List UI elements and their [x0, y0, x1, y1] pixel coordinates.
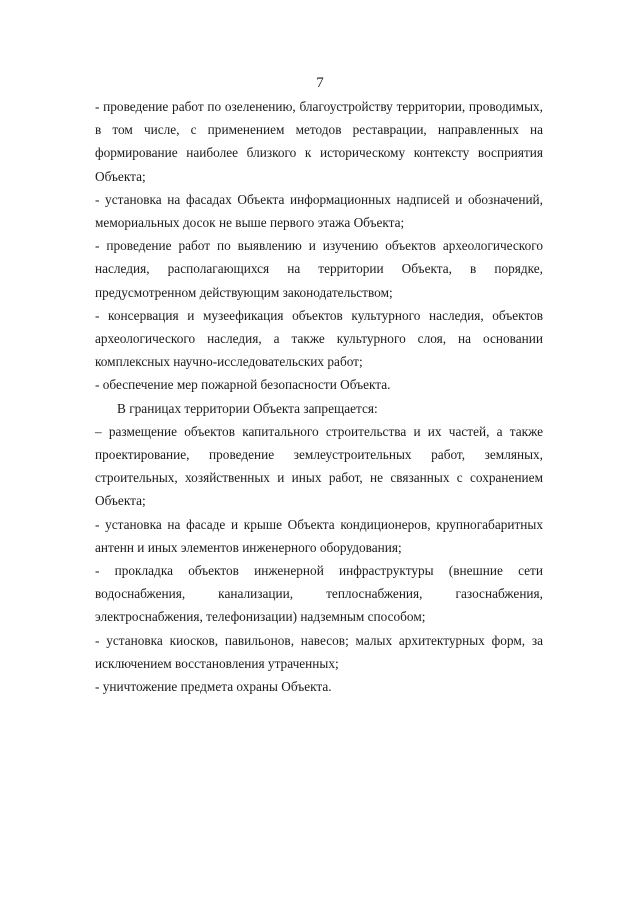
paragraph-destruction-ban: - уничтожение предмета охраны Объекта. [95, 679, 332, 695]
page-number: 7 [316, 75, 324, 91]
paragraph-utilities-ban: - прокладка объектов инженерной инфраструктуры (внешние сети водоснабжения, канализации, теплоснабжения, газоснабжения, электроснабжения, телефонизации) надземным способом; [95, 563, 543, 625]
paragraph-equipment-ban: - установка на фасаде и крыше Объекта кондиционеров, крупногабаритных антенн и иных элементов инженерного оборудования; [95, 516, 543, 555]
paragraph-archaeology-research: - проведение работ по выявлению и изучению объектов археологического наследия, располагающихся на территории Объекта, в порядке, предусмотренном действующим законодательством; [95, 238, 543, 300]
paragraph-kiosks-ban: - установка киосков, павильонов, навесов; малых архитектурных форм, за исключением восстановления утраченных; [95, 632, 543, 671]
paragraph-construction-ban: – размещение объектов капитального строительства и их частей, а также проектирование, проведение землеустроительных работ, земляных, строительных, хозяйственных и иных работ, не связанных с сохранением Объекта; [95, 423, 543, 509]
document-body [95, 95, 543, 698]
paragraph-conservation: - консервация и музеефикация объектов культурного наследия, объектов археологического наследия, а также культурного слоя, на основании комплексных научно-исследовательских работ; [95, 307, 543, 370]
paragraph-fire-safety: - обеспечение мер пожарной безопасности Объекта. [95, 377, 391, 393]
paragraph-prohibitions-heading: В границах территории Объекта запрещается: [117, 400, 378, 416]
paragraph-landscaping: - проведение работ по озеленению, благоустройству территории, проводимых, в том числе, с применением методов реставрации, направленных на формирование наиболее близкого к историческому контексту восприятия Объекта; [95, 99, 543, 184]
paragraph-facade-signs: - установка на фасадах Объекта информационных надписей и обозначений, мемориальных досок не выше первого этажа Объекта; [95, 191, 543, 231]
